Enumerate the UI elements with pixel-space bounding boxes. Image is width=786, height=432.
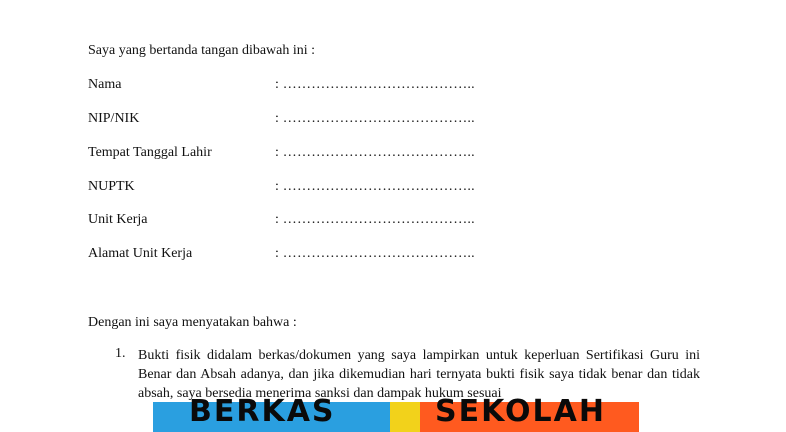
banner-left-text: BERKAS [189,394,336,429]
field-row-nuptk [88,179,708,197]
field-label: Tempat Tanggal Lahir [88,145,212,160]
field-row-nama [88,77,708,95]
field-row-unit-kerja [88,212,708,230]
banner-yellow-block [390,402,420,432]
list-item-number: 1. [115,346,126,361]
banner-right-text: SEKOLAH [435,394,606,429]
list-item-text: Bukti fisik didalam berkas/dokumen yang saya lampirkan untuk keperluan Sertifikasi Guru ini Benar dan Absah adanya, dan jika dikemudian hari ternyata bukti fisik saya tidak benar dan tidak absah, saya bersedia menerima sanksi dan dampak hukum sesuai [138,348,700,401]
field-value: : ………………………………….. [275,212,475,227]
field-row-ttl [88,145,708,163]
field-value: : ………………………………….. [275,145,475,160]
intro-text: Saya yang bertanda tangan dibawah ini : [88,43,316,58]
declaration-text: Dengan ini saya menyatakan bahwa : [88,315,297,330]
watermark-banner [153,394,639,429]
field-value: : ………………………………….. [275,179,475,194]
field-label: Nama [88,77,122,92]
field-label: Unit Kerja [88,212,148,227]
field-row-alamat [88,246,708,264]
field-row-nip [88,111,708,129]
field-value: : ………………………………….. [275,77,475,92]
field-label: Alamat Unit Kerja [88,246,193,261]
field-value: : ………………………………….. [275,111,475,126]
field-label: NUPTK [88,179,135,194]
field-label: NIP/NIK [88,111,140,126]
field-value: : ………………………………….. [275,246,475,261]
